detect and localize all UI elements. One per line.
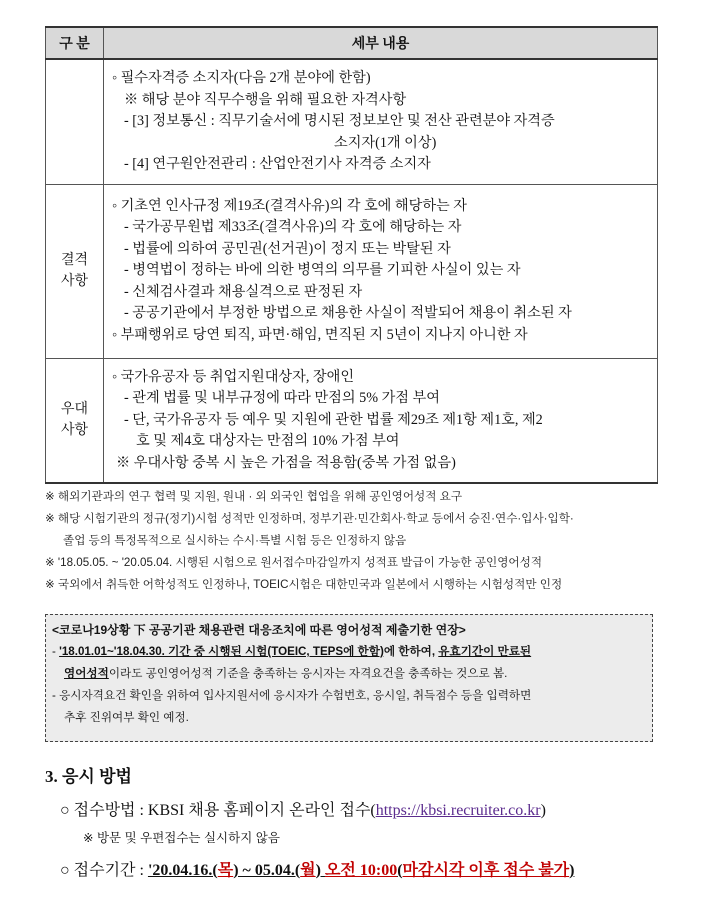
notice-line <box>52 641 646 663</box>
application-method <box>60 797 546 820</box>
period-end-day: 월 <box>300 862 316 879</box>
method-note: ※ 방문 및 우편접수는 실시하지 않음 <box>83 831 280 845</box>
notice-expired: 유효기간이 만료된 <box>438 645 532 658</box>
list-item: ◦ 부패행위로 당연 퇴직, 파면·해임, 면직된 지 5년이 지나지 아니한 자 <box>112 326 528 343</box>
notice-line: - 응시자격요건 확인을 위하여 입사지원서에 응시자가 수험번호, 응시일, 취득점수 등을 입력하면 <box>52 689 532 702</box>
row-category <box>46 59 104 184</box>
list-item: ※ 해당 분야 직무수행을 위해 필요한 자격사항 <box>124 91 407 108</box>
notice-title: <코로나19상황 下 공공기관 채용관련 대응조치에 따른 영어성적 제출기한 연장> <box>52 623 466 637</box>
paren: ) <box>569 862 575 879</box>
note-item: ※ '18.05.05. ~ '20.05.04. 시행된 시험으로 원서접수마감일까지 성적표 발급이 가능한 공인영어성적 <box>45 556 543 569</box>
notice-period: '18.01.01~'18.04.30. 기간 중 시행된 시험(TOEIC, TEPS에 한함) <box>59 645 384 658</box>
list-item: 호 및 제4호 대상자는 만점의 10% 가점 부여 <box>136 433 400 449</box>
section-title: 3. 응시 방법 <box>45 767 132 786</box>
header-detail: 세부 내용 <box>104 27 658 59</box>
application-period <box>60 857 574 880</box>
row-category-preference <box>46 358 104 483</box>
paren: ) <box>540 802 546 819</box>
category-label: 결격 사항 <box>60 253 89 289</box>
list-item: ◦ 기초연 인사규정 제19조(결격사유)의 각 호에 해당하는 자 <box>112 197 468 214</box>
notice-line: 추후 진위여부 확인 예정. <box>64 711 189 724</box>
note-item: 졸업 등의 특정목적으로 실시하는 수시·특별 시험 등은 인정하지 않음 <box>63 534 407 547</box>
paren: ( <box>397 862 403 879</box>
period-time: 오전 10:00 <box>324 862 398 879</box>
note-item: ※ 해외기관과의 연구 협력 및 지원, 원내 · 외 외국인 협업을 위해 공인영어성적 요구 <box>45 490 463 503</box>
list-item: - 병역법이 정하는 바에 의한 병역의 의무를 기피한 사실이 있는 자 <box>124 262 521 279</box>
notice-text: 이라도 공인영어성적 기준을 충족하는 응시자는 자격요건을 충족하는 것으로 봄. <box>108 667 508 680</box>
list-item: 소지자(1개 이상) <box>334 134 437 151</box>
notice-line <box>52 663 646 685</box>
header-category: 구 분 <box>46 27 104 59</box>
notice-score: 영어성적 <box>64 667 109 680</box>
list-item: - 공공기관에서 부정한 방법으로 채용한 사실이 적발되어 채용이 취소된 자 <box>124 305 572 322</box>
period-label: ○ 접수기간 : <box>60 862 148 879</box>
row-detail <box>104 358 658 483</box>
list-item: ※ 우대사항 중복 시 높은 가점을 적용함(중복 가점 없음) <box>116 454 456 471</box>
row-detail <box>104 184 658 358</box>
list-item: - 법률에 의하여 공민권(선거권)이 정지 또는 박탈된 자 <box>124 240 451 257</box>
note-item: ※ 국외에서 취득한 어학성적도 인정하나, TOEIC시험은 대한민국과 일본에서 시행하는 시험성적만 인정 <box>45 578 563 591</box>
notice-text: 에 한하여, <box>383 645 439 658</box>
period-end: ) ~ 05.04.( <box>233 862 301 879</box>
row-detail <box>104 59 658 184</box>
covid-notice-box <box>45 614 653 742</box>
deadline-warning: 마감시각 이후 접수 불가 <box>402 862 570 879</box>
note-item: ※ 해당 시험기관의 정규(정기)시험 성적만 인정하며, 정부기관·민간회사·학교 등에서 승진·연수·입사·입학· <box>45 512 574 525</box>
notes <box>45 486 665 596</box>
method-label: ○ 접수방법 : KBSI 채용 홈페이지 온라인 접수( <box>60 802 376 819</box>
list-item: - 국가공무원법 제33조(결격사유)의 각 호에 해당하는 자 <box>124 219 462 236</box>
table-row <box>46 59 658 184</box>
list-item: - 단, 국가유공자 등 예우 및 지원에 관한 법률 제29조 제1항 제1호, 제2 <box>124 411 543 428</box>
list-item: ◦ 국가유공자 등 취업지원대상자, 장애인 <box>112 368 355 385</box>
period-start: '20.04.16.( <box>147 862 218 879</box>
dash: - <box>52 645 60 658</box>
list-item: - 관계 법률 및 내부규정에 따라 만점의 5% 가점 부여 <box>124 390 440 406</box>
table-row <box>46 184 658 358</box>
recruit-link[interactable]: https://kbsi.recruiter.co.kr <box>375 802 541 819</box>
list-item: ◦ 필수자격증 소지자(다음 2개 분야에 한함) <box>112 70 371 86</box>
row-category-disqualification <box>46 184 104 358</box>
list-item: - 신체검사결과 채용실격으로 판정된 자 <box>124 283 363 300</box>
table-row <box>46 358 658 483</box>
period-start-day: 목 <box>217 862 234 879</box>
category-label: 우대 사항 <box>60 402 89 439</box>
list-item: - [3] 정보통신 : 직무기술서에 명시된 정보보안 및 전산 관련분야 자격증 <box>124 113 555 129</box>
eligibility-table <box>45 26 658 484</box>
period-sep: ) <box>315 862 325 879</box>
list-item: - [4] 연구원안전관리 : 산업안전기사 자격증 소지자 <box>124 156 431 172</box>
